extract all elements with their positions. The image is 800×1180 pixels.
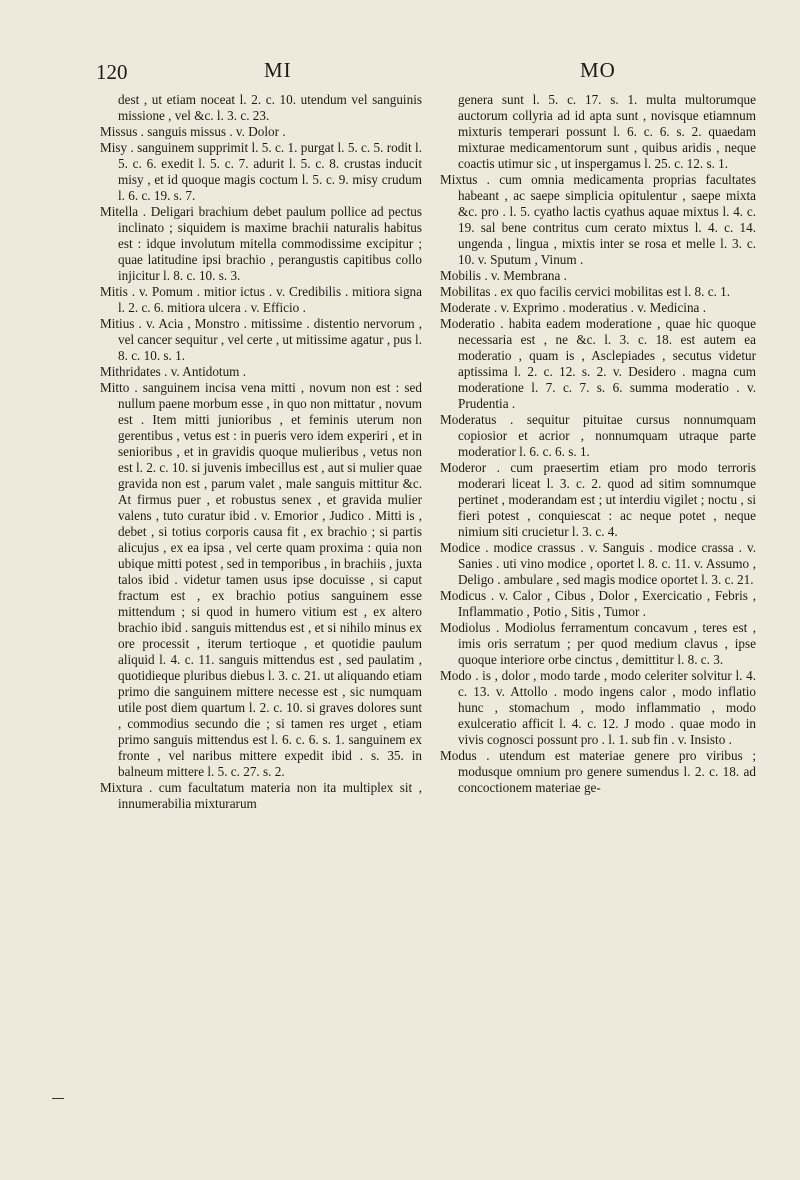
dictionary-entry: Mixtura . cum facultatum materia non ita multiplex sit , innumerabilia mixturarum	[100, 780, 422, 811]
dictionary-entry: Mitto . sanguinem incisa vena mitti , novum non est : sed nullum paene morbum esse , in quo non mittatur , novum est . Item mitti junioribus , et feminis uterum non gerentibus , vetus est : in pueris vero idem experiri , et in senioribus , et in gravidis quoque mulieribus , vetus non est l. 2. c. 10. si juvenis imbecillus est , aut si mulier quae gravida non est , parum valet , male sanguis mittitur &c. At firmus puer , et robustus senex , et gravida mulier valens , tuto curatur ibid . v. Emorior , Judico . Mitti is , debet , si totius corporis causa fit , ex brachio ; si partis alicujus , ex ea ipsa , vel certe quam proxima : quia non ubique mitti potest , sed in temporibus , in brachiis , juxta talos ibid . videtur tamen usus ipse docuisse , si caput fractum est , ex brachio potius sanguinem esse mittendum ; si quod in humero vitium est , ex altero brachio ibid . sanguis mittendus est , et si nihilo minus ex ore processit , iterum tertioque , et quotidie paulum aliquid l. 4. c. 11. sanguis mittendus est , sed paulatim , quotidieque pluribus diebus l. 3. c. 21. ut aliquando etiam primo die sanguinem mittere necesse est , sic numquam utile post diem quartum l. 2. c. 10. si graves dolores sunt , commodius secundo die ; si tamen res urget , etiam primo sanguis mittendus est l. 6. c. 6. s. 1. sanguinem ex fronte , vel naribus mittere expedit ibid . s. 35. in balneum mittere l. 5. c. 27. s. 2.	[100, 380, 423, 779]
dictionary-entry: Moderate . v. Exprimo . moderatius . v. Medicina .	[440, 300, 707, 315]
dictionary-entry: genera sunt l. 5. c. 17. s. 1. multa multorumque auctorum collyria ad id apta sunt , novisque etiamnum mixturis temperari possunt l. 6. c. 6. s. 2. quaedam mixturae medicamentorum sunt , quibus aridis , neque coactis utimur sic , ut inspergamus l. 25. c. 12. s. 1.	[458, 92, 756, 171]
dictionary-entry: Moderatio . habita eadem moderatione , quae hic quoque necessaria est , ne &c. l. 3. c. 18. est autem ea moderatio , quam is , Asclepiades , secutus videtur aptissima l. 2. c. 12. s. 2. v. Desidero . magna cum moderatione l. 7. c. 7. s. 6. summa moderatio . v. Prudentia .	[440, 316, 756, 411]
dictionary-entry: Modiolus . Modiolus ferramentum concavum , teres est , imis oris serratum ; per quod medium clavus , ipse quoque interiore orbe cinctus , demittitur l. 8. c. 3.	[440, 620, 756, 667]
dictionary-entry: Mobilitas . ex quo facilis cervici mobilitas est l. 8. c. 1.	[440, 284, 731, 299]
dictionary-entry: Misy . sanguinem supprimit l. 5. c. 1. purgat l. 5. c. 5. rodit l. 5. c. 6. exedit l. 5. c. 7. adurit l. 5. c. 8. crustas inducit misy , et id quoque magis coctum l. 5. c. 9. misy crudum l. 6. c. 19. s. 7.	[100, 140, 422, 203]
dictionary-entry: Moderor . cum praesertim etiam pro modo terroris moderari liceat l. 3. c. 2. quod ad sitim somnumque pertinet , moderandam est ; ut interdiu vigilet ; noctu , si fieri potest , conquiescat : ac neque potet , neque nimium siti crucietur l. 3. c. 4.	[440, 460, 756, 539]
dictionary-entry: Mithridates . v. Antidotum .	[100, 364, 247, 379]
dictionary-entry: Modicus . v. Calor , Cibus , Dolor , Exercicatio , Febris , Inflammatio , Potio , Sitis , Tumor .	[440, 588, 756, 619]
page-number: 120	[96, 60, 128, 84]
dictionary-entry: Mitius . v. Acia , Monstro . mitissime . distentio nervorum , vel cancer sequitur , vel certe , ut mitissime agatur , pus l. 8. c. 10. s. 1.	[100, 316, 422, 363]
dictionary-entry: Mixtus . cum omnia medicamenta proprias facultates habeant , ac saepe simplicia opitulentur , saepe mixta &c. pro . l. 5. cyatho lactis cyathus aquae mixtus l. 4. c. 19. sal bene contritus cum cerato mixtus l. 4. c. 14. ungenda , lingua , mixtis inter se rosa et melle l. 3. c. 10. v. Sputum , Vinum .	[440, 172, 756, 267]
dictionary-entry: Modo . is , dolor , modo tarde , modo celeriter solvitur l. 4. c. 13. v. Attollo . modo ingens calor , modo inflatio hunc , stomachum , modo inflammatio , modo exulceratio afficit l. 4. c. 12. J modo . quae modo in vivis cognosci possunt pro . l. 1. sub fin . v. Insisto .	[440, 668, 756, 747]
dictionary-entry: Missus . sanguis missus . v. Dolor .	[100, 124, 286, 139]
right-running-head: MO	[580, 58, 616, 82]
dictionary-entry: Moderatus . sequitur pituitae cursus nonnumquam copiosior et acrior , nonnumquam utraque parte moderatior l. 6. c. 6. s. 1.	[440, 412, 756, 459]
dictionary-entry: Modus . utendum est materiae genere pro viribus ; modusque omnium pro genere sumendus l. 2. c. 18. ad concoctionem materiae ge-	[440, 748, 756, 795]
left-column	[100, 92, 422, 812]
dictionary-entry: Mitis . v. Pomum . mitior ictus . v. Credibilis . mitiora signa l. 2. c. 6. mitiora ulcera . v. Efficio .	[100, 284, 422, 315]
dictionary-entry: Mobilis . v. Membrana .	[440, 268, 567, 283]
running-header	[96, 58, 760, 88]
left-running-head: MI	[264, 58, 292, 82]
dictionary-entry: Modice . modice crassus . v. Sanguis . modice crassa . v. Sanies . uti vino modice , oportet l. 8. c. 11. v. Assumo , Deligo . ambulare , sed magis modice oportet l. 3. c. 21.	[440, 540, 756, 587]
dictionary-entry: Mitella . Deligari brachium debet paulum pollice ad pectus inclinato ; siquidem is maxime brachii naturalis habitus est : idque involutum mitella commodissime excipitur ; quae latitudine ipsi brachio , perangustis capitibus collo injicitur l. 8. c. 10. s. 3.	[100, 204, 422, 283]
right-column	[440, 92, 756, 796]
margin-dash	[52, 1098, 64, 1099]
dictionary-entry: dest , ut etiam noceat l. 2. c. 10. utendum vel sanguinis missione , vel &c. l. 3. c. 23.	[118, 92, 422, 123]
